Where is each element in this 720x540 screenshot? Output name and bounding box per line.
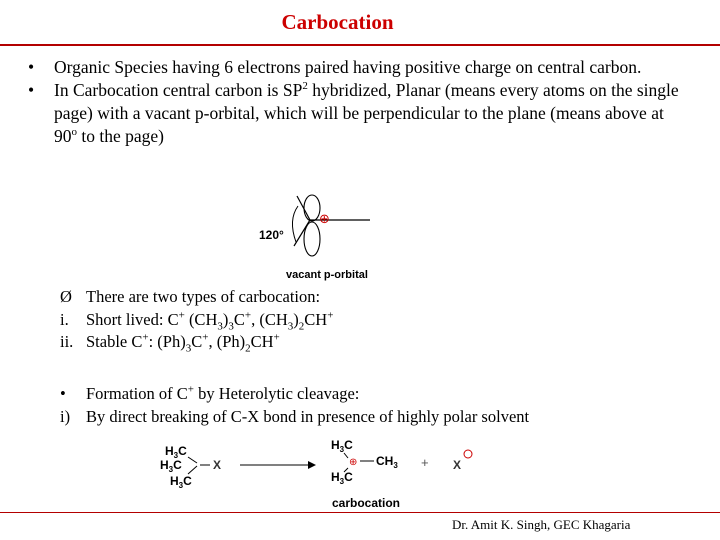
bullet-item xyxy=(28,56,688,79)
bond-angle-label: 120° xyxy=(259,228,284,242)
formation-step: By direct breaking of C-X bond in presence of highly polar solvent xyxy=(86,406,530,426)
angle-arc xyxy=(292,206,298,242)
bullet-mark: • xyxy=(28,57,35,77)
carbocation-charge-symbol: ⊕ xyxy=(349,457,358,468)
stable-examples: Stable C+: $(Ph)_3C^+$, $(Ph)_2CH^+$ xyxy=(86,331,280,355)
types-intro: There are two types of carbocation: xyxy=(86,287,321,306)
halide-ion-x: X xyxy=(453,458,462,472)
negative-charge-icon xyxy=(464,450,472,458)
footer-divider xyxy=(0,512,720,513)
leaving-group-x: X xyxy=(213,458,222,472)
bond-line xyxy=(344,453,348,458)
bullet-item xyxy=(28,79,688,148)
list-item xyxy=(60,406,529,429)
product-methyl-top: $H_3C$ xyxy=(331,438,353,454)
slide-title: Carbocation xyxy=(281,10,394,34)
list-mark: i. xyxy=(60,309,69,329)
reactant-methyl-mid: $H_3C$ xyxy=(160,458,182,474)
reactant-methyl-bot: $H_3C$ xyxy=(170,474,192,490)
p-orbital-diagram xyxy=(252,192,382,282)
list-item xyxy=(60,286,333,309)
reactant-methyl-top: $H_3C$ xyxy=(165,444,187,460)
bullet-text: Organic Species having 6 electrons paired having positive charge on central carbon. xyxy=(54,57,642,77)
heterolytic-cleavage-diagram xyxy=(150,432,490,512)
orbital-lobe-top xyxy=(304,195,320,221)
formation-section xyxy=(60,383,529,428)
bullet-mark: • xyxy=(60,384,66,403)
list-item xyxy=(60,383,529,406)
definition-bullets xyxy=(28,56,688,148)
list-item xyxy=(60,331,333,354)
orbital-caption: vacant p-orbital xyxy=(286,269,368,281)
bond-line xyxy=(188,466,197,474)
arrowhead-icon xyxy=(308,461,316,469)
carbocation-types xyxy=(60,286,333,354)
bullet-text: In Carbocation central carbon is $SP^2$ hybridized, Planar (means every atoms on the single page) with a vacant p-orbital, which will be perpendicular to the plane (means above at 90$^o$ to the page) xyxy=(54,80,679,146)
title-divider xyxy=(0,44,720,46)
short-lived-examples: Short lived: C+ $(CH_3)_3C^+$, $(CH_3)_2CH^+$ xyxy=(86,309,334,332)
arrow-bullet-icon: Ø xyxy=(60,287,72,306)
plus-sign: + xyxy=(421,455,429,470)
author-credit: Dr. Amit K. Singh, GEC Khagaria xyxy=(452,517,631,532)
carbocation-caption: carbocation xyxy=(332,496,401,510)
positive-charge-symbol: ⊕ xyxy=(319,211,330,226)
list-mark: i) xyxy=(60,406,71,426)
bond-line xyxy=(188,457,197,463)
list-mark: ii. xyxy=(60,332,74,351)
product-methyl-right: $CH_3$ xyxy=(376,454,398,470)
bullet-mark: • xyxy=(28,80,35,100)
formation-heading: Formation of C+ by Heterolytic cleavage: xyxy=(86,383,360,403)
list-item xyxy=(60,309,333,332)
orbital-lobe-bottom xyxy=(304,222,320,256)
product-methyl-bot: $H_3C$ xyxy=(331,470,353,486)
